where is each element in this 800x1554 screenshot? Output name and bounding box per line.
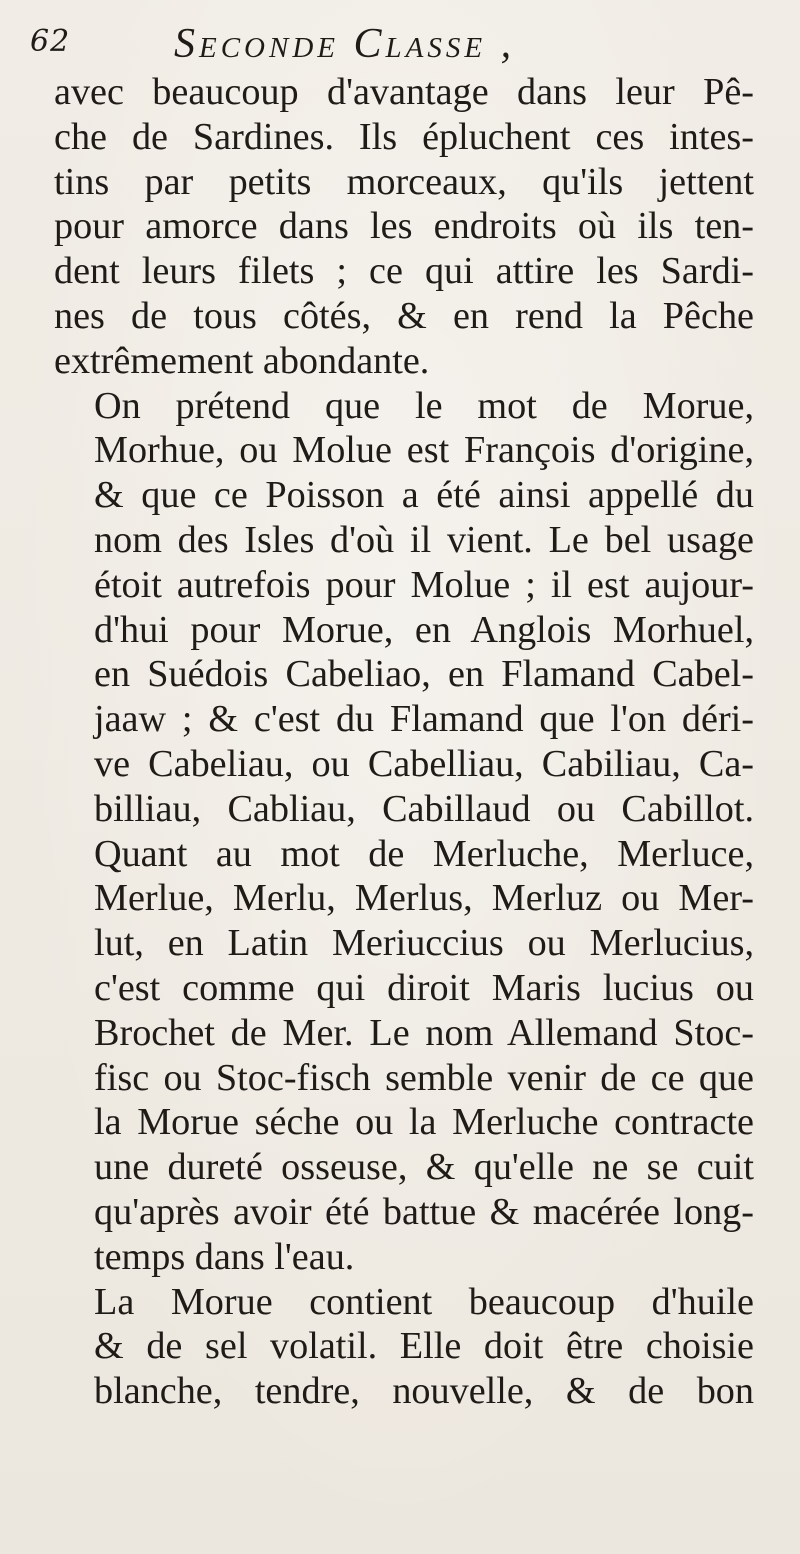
running-head: Seconde Classe , [174,21,516,67]
page-number: 62 [30,24,71,59]
text-line: Merlue, Merlu, Merlus, Merluz ou Mer- [94,877,754,920]
text-line: ve Cabeliau, ou Cabelliau, Cabiliau, Ca- [94,742,754,785]
text-line: tins par petits morceaux, qu'ils jettent [54,160,754,203]
page-header [30,14,786,70]
paragraph-1 [54,70,754,384]
text-line: lut, en Latin Meriuccius ou Merlucius, [94,922,754,965]
text-line: qu'après avoir été battue & macérée long- [94,1190,754,1233]
text-line: jaaw ; & c'est du Flamand que l'on déri- [94,698,754,741]
text-line: c'est comme qui diroit Maris lucius ou [94,966,754,1009]
text-line: dent leurs filets ; ce qui attire les Sardi- [54,250,754,293]
text-line: & de sel volatil. Elle doit être choisie [94,1325,754,1368]
paragraph-3 [54,1280,754,1414]
text-line: La Morue contient beaucoup d'huile [94,1280,754,1323]
text-line: pour amorce dans les endroits où ils ten- [54,205,754,248]
text-line: che de Sardines. Ils épluchent ces intes- [54,115,754,158]
text-line: avec beaucoup d'avantage dans leur Pê- [54,71,754,113]
text-line: fisc ou Stoc-fisch semble venir de ce que [94,1056,754,1099]
text-line: Morhue, ou Molue est François d'origine, [94,429,754,472]
paragraph-2 [54,384,754,1280]
text-line: billiau, Cabliau, Cabillaud ou Cabillot. [94,787,754,830]
text-line: & que ce Poisson a été ainsi appellé du [94,474,754,517]
text-line: temps dans l'eau. [94,1235,355,1278]
text-line: d'hui pour Morue, en Anglois Morhuel, [94,608,754,651]
text-line: une dureté osseuse, & qu'elle ne se cuit [94,1146,754,1189]
text-line: nes de tous côtés, & en rend la Pêche [54,294,754,337]
text-line: Brochet de Mer. Le nom Allemand Stoc- [94,1011,754,1054]
text-line: étoit autrefois pour Molue ; il est aujour- [94,563,754,606]
text-line: nom des Isles d'où il vient. Le bel usage [94,518,754,561]
text-line: blanche, tendre, nouvelle, & de bon [94,1370,754,1413]
text-line: Quant au mot de Merluche, Merluce, [94,832,754,875]
text-line: extrêmement abondante. [54,339,430,382]
text-line: la Morue séche ou la Merluche contracte [94,1101,754,1144]
text-line: en Suédois Cabeliao, en Flamand Cabel- [94,653,754,696]
text-line: On prétend que le mot de Morue, [94,384,754,427]
body-text [54,70,754,1414]
